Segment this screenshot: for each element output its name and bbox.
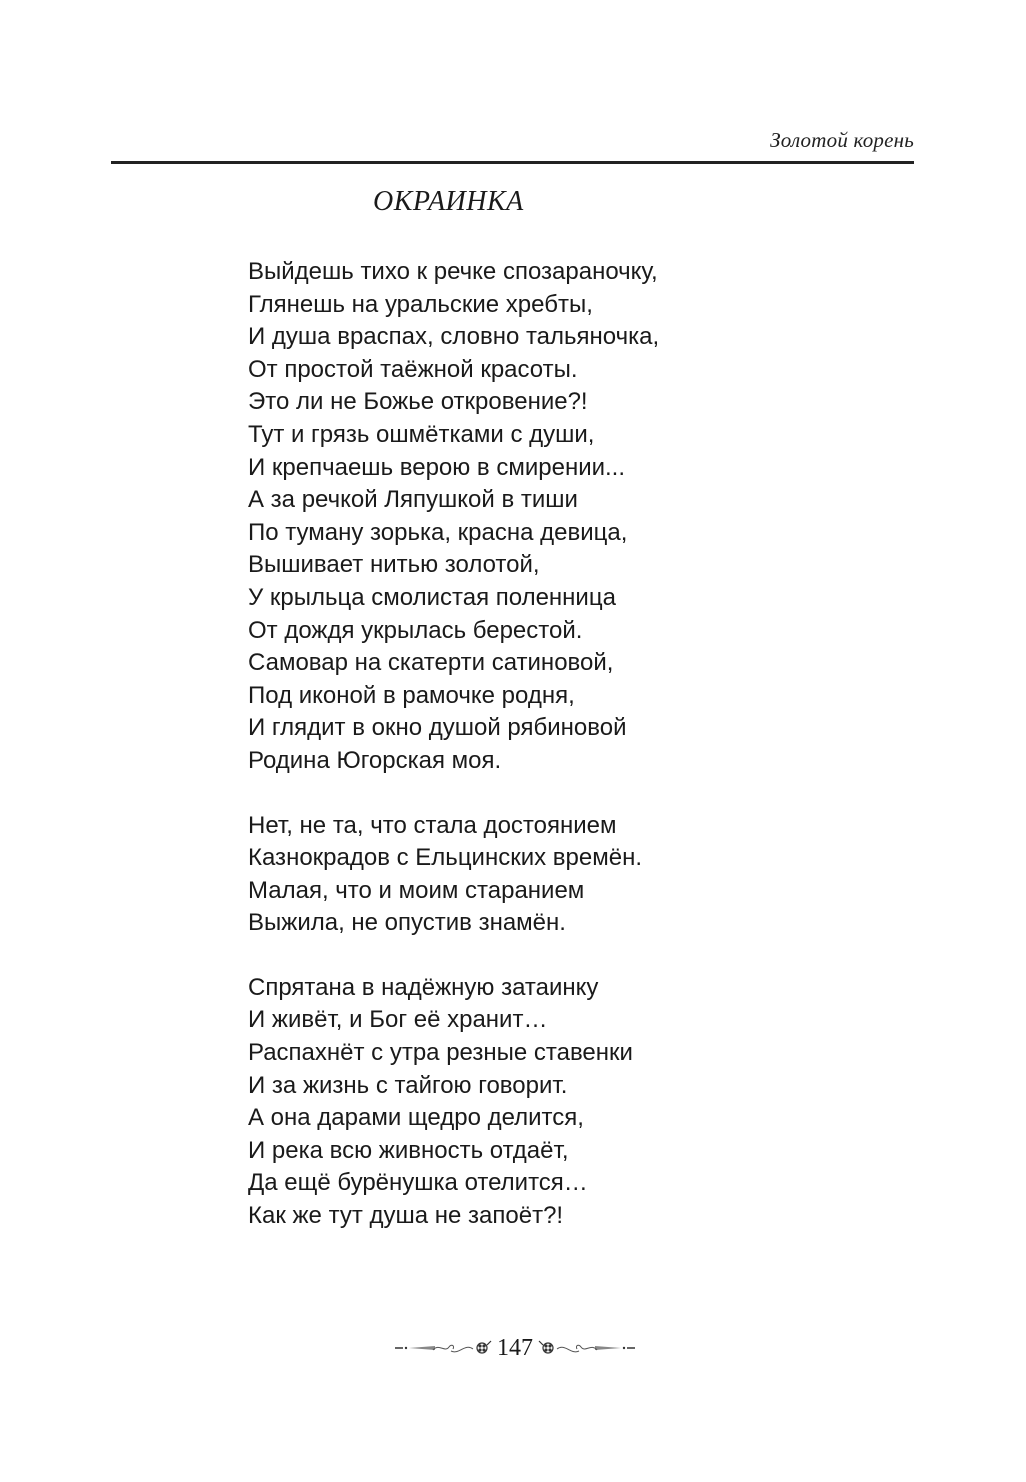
running-head-title: Золотой корень [770, 128, 914, 152]
poem-line: Как же тут душа не запоёт?! [248, 1202, 564, 1230]
poem-line: Да ещё бурёнушка отелится… [248, 1169, 588, 1197]
stanza-2 [248, 810, 659, 940]
poem-line: Самовар на скатерти сатиновой, [248, 649, 614, 677]
poem-line: И крепчаешь верою в смирении... [248, 453, 626, 481]
header-rule [111, 161, 914, 164]
poem-line: И душа враспах, словно тальяночка, [248, 323, 660, 351]
poem-line: Нет, не та, что стала достоянием [248, 811, 617, 839]
poem-line: Малая, что и моим старанием [248, 876, 585, 904]
poem-line: Казнокрадов с Ельцинских времён. [248, 844, 643, 872]
page-number: 147 [497, 1335, 533, 1361]
poem-line: Тут и грязь ошмётками с души, [248, 420, 595, 448]
stanza-1 [248, 256, 659, 778]
poem-line: У крыльца смолистая поленница [248, 583, 616, 611]
poem-title: ОКРАИНКА [373, 186, 524, 217]
poem-line: Спрятана в надёжную затаинку [248, 973, 599, 1001]
flourish-ornament-left-icon [393, 1337, 493, 1359]
poem-body [248, 256, 659, 1265]
poem-line: От дождя укрылась берестой. [248, 616, 583, 644]
flourish-ornament-right-icon [537, 1337, 637, 1359]
poem-line: От простой таёжной красоты. [248, 355, 578, 383]
poem-line: И за жизнь с тайгою говорит. [248, 1071, 568, 1099]
poem-line: И глядит в окно душой рябиновой [248, 714, 627, 742]
poem-line: И река всю живность отдаёт, [248, 1136, 569, 1164]
poem-line: Родина Югорская моя. [248, 746, 502, 774]
poem-line: А за речкой Ляпушкой в тиши [248, 486, 578, 514]
page-footer [400, 1333, 630, 1363]
poem-line: Глянешь на уральские хребты, [248, 290, 593, 318]
poem-line: Под иконой в рамочке родня, [248, 681, 575, 709]
stanza-3 [248, 972, 659, 1233]
poem-line: Вышивает нитью золотой, [248, 551, 540, 579]
poem-line: По туману зорька, красна девица, [248, 518, 628, 546]
poem-line: А она дарами щедро делится, [248, 1104, 584, 1132]
poem-line: Выжила, не опустив знамён. [248, 909, 566, 937]
poem-line: И живёт, и Бог её хранит… [248, 1006, 548, 1034]
poem-line: Распахнёт с утра резные ставенки [248, 1039, 633, 1067]
poem-line: Это ли не Божье откровение?! [248, 388, 588, 416]
poem-line: Выйдешь тихо к речке спозараночку, [248, 258, 658, 285]
